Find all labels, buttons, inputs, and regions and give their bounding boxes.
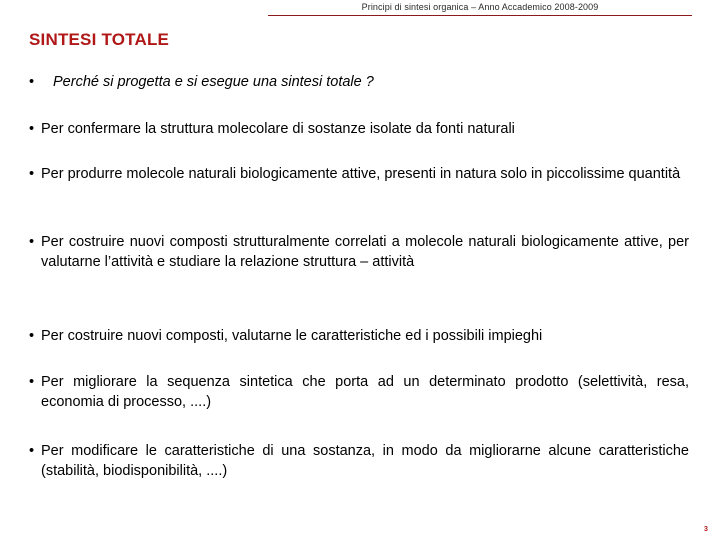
list-item-text: Per costruire nuovi composti strutturalmente correlati a molecole naturali biologicamente attive, per valutarne l’attività e studiare la relazione struttura – attività [41,234,689,270]
list-item-text: Per produrre molecole naturali biologicamente attive, presenti in natura solo in piccolissime quantità [41,166,681,182]
list-item [29,372,689,412]
bullet-mark: • [29,234,35,250]
bullet-mark: • [29,374,35,390]
bullet-mark: • [29,121,35,137]
question-bullet: • [29,74,35,90]
bullet-mark: • [29,328,35,344]
header-divider [268,15,692,16]
list-item-text: Per modificare le caratteristiche di una sostanza, in modo da migliorarne alcune caratteristiche (stabilità, biodisponibilità, ....) [41,443,689,479]
list-item [29,441,689,481]
list-item-text: Per confermare la struttura molecolare di sostanze isolate da fonti naturali [41,121,515,137]
list-item-text: Per costruire nuovi composti, valutarne le caratteristiche ed i possibili impieghi [41,328,543,344]
course-header: Principi di sintesi organica – Anno Accademico 2008-2009 [361,2,599,12]
bullet-mark: • [29,166,35,182]
list-item [29,232,689,272]
list-item-text: Per migliorare la sequenza sintetica che porta ad un determinato prodotto (selettività, resa, economia di processo, ....) [41,374,689,410]
list-item [29,326,689,346]
list-item [29,164,689,184]
slide-title: SINTESI TOTALE [29,30,170,49]
bullet-mark: • [29,443,35,459]
page-number: 3 [704,526,708,533]
question-text: Perché si progetta e si esegue una sintesi totale ? [53,74,374,90]
list-item [29,119,689,139]
